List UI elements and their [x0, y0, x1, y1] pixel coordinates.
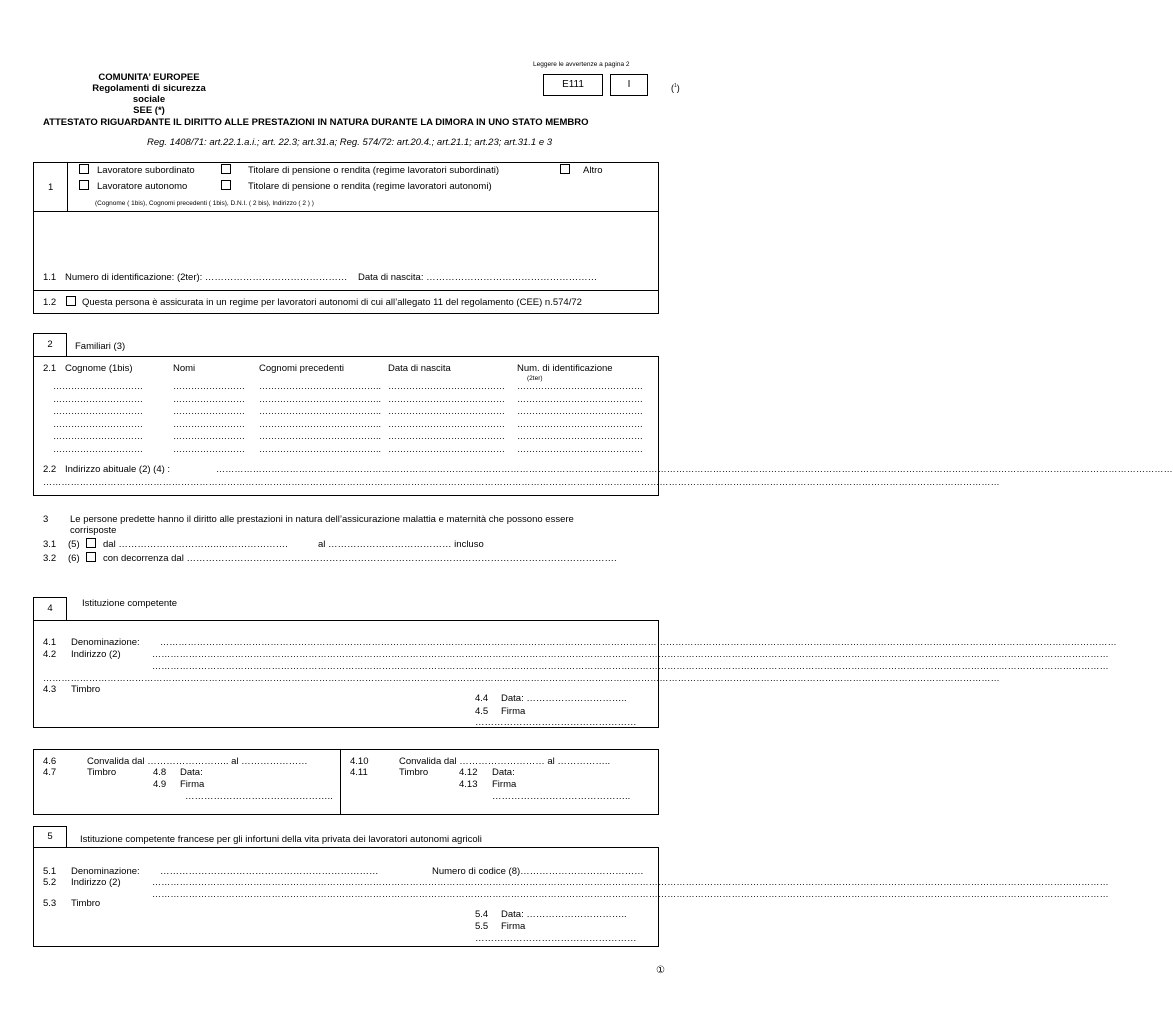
- r47-label: Timbro: [87, 767, 117, 778]
- r55-signature-line[interactable]: ……………………………………………: [475, 933, 637, 944]
- r48-label: Data:: [180, 767, 203, 778]
- section2-label: Familiari (3): [75, 341, 126, 352]
- family-row-5-col-5[interactable]: ……………………………………: [517, 431, 643, 441]
- family-row-3-col-3[interactable]: …………………………………..: [259, 406, 382, 416]
- family-row-3-col-5[interactable]: ……………………………………: [517, 406, 643, 416]
- r31-al: al ………………………………… incluso: [318, 539, 484, 550]
- r41-number: 4.1: [43, 637, 57, 648]
- section5-number-box: [33, 826, 67, 848]
- r44-number: 4.4: [475, 693, 489, 704]
- regulation-reference: Reg. 1408/71: art.22.1.a.i.; art. 22.3; art.31.a; Reg. 574/72: art.20.4.; art.21.1; art.23; art.31.1 e 3: [147, 137, 553, 148]
- r49-number: 4.9: [153, 779, 167, 790]
- r410-number: 4.10: [350, 756, 369, 767]
- family-row-1-col-1[interactable]: …………………………: [53, 381, 143, 391]
- col-cognomi-precedenti: Cognomi precedenti: [259, 363, 345, 374]
- r43-number: 4.3: [43, 684, 57, 695]
- label-subordinato: Lavoratore subordinato: [97, 165, 195, 176]
- family-row-2-col-1[interactable]: …………………………: [53, 393, 143, 404]
- col-cognome: Cognome (1bis): [65, 363, 133, 374]
- r45-number: 4.5: [475, 706, 489, 717]
- r52-dots-1[interactable]: ……………………………………………………………………………………………………………………………………………………………………………………………………………………………………………………………………………………: [152, 877, 1109, 887]
- country-code-box: [610, 74, 648, 96]
- r45-label: Firma: [501, 706, 526, 717]
- r51-label: Denominazione:: [71, 866, 140, 877]
- r52-dots-2[interactable]: ……………………………………………………………………………………………………………………………………………………………………………………………………………………………………………………………………………………: [152, 889, 1109, 899]
- r53-number: 5.3: [43, 898, 57, 909]
- family-row-1-col-3[interactable]: …………………………………..: [259, 381, 382, 391]
- country-code: I: [627, 79, 631, 90]
- r48-number: 4.8: [153, 767, 167, 778]
- r41-label: Denominazione:: [71, 637, 140, 648]
- section4-label: Istituzione competente: [82, 598, 178, 609]
- r412-number: 4.12: [459, 767, 478, 778]
- org-line1: COMUNITA’ EUROPEE: [98, 72, 200, 83]
- address-label: Indirizzo abituale (2) (4) :: [65, 464, 171, 475]
- family-row-6-col-2[interactable]: ……………………: [173, 443, 245, 454]
- r42-dots-3[interactable]: ……………………………………………………………………………………………………………………………………………………………………………………………………………………………………………………………………………………: [43, 673, 1000, 683]
- r46-number: 4.6: [43, 756, 57, 767]
- r43-label: Timbro: [71, 684, 101, 695]
- section2-number: 2: [47, 339, 53, 350]
- checkbox-dal[interactable]: [86, 538, 96, 548]
- checkbox-altro[interactable]: [560, 164, 570, 174]
- family-row-4-col-2[interactable]: ……………………: [173, 418, 245, 429]
- family-row-6-col-3[interactable]: …………………………………..: [259, 443, 382, 454]
- r51-number: 5.1: [43, 866, 57, 877]
- section4-number-box: [33, 597, 67, 621]
- section5-label: Istituzione competente francese per gli infortuni della vita privata dei lavoratori autonomi agricoli: [80, 834, 482, 845]
- r413-signature-line[interactable]: ……………………………………..: [492, 791, 631, 802]
- org-line3: SEE (*): [133, 105, 165, 116]
- section3-number: 3: [43, 514, 49, 525]
- r54-label: Data: …………………………..: [501, 909, 627, 920]
- r51-dots[interactable]: ……………………………………………………………: [160, 866, 379, 877]
- footnote-ref: ($^1$): [671, 83, 680, 93]
- r42-number: 4.2: [43, 649, 57, 660]
- label-altro: Altro: [583, 165, 603, 176]
- family-row-3-col-4[interactable]: …………………………………: [388, 406, 505, 416]
- family-row-5-col-2[interactable]: ……………………: [173, 431, 245, 441]
- checkbox-autonomo[interactable]: [79, 180, 89, 190]
- family-row-6-col-4[interactable]: …………………………………: [388, 443, 505, 454]
- section1-number: 1: [48, 182, 54, 193]
- col-data-nascita: Data di nascita: [388, 363, 451, 374]
- r32-number: 3.2: [43, 553, 57, 564]
- r47-number: 4.7: [43, 767, 57, 778]
- col-num-id-note: (2ter): [527, 375, 543, 382]
- family-row-3-col-2[interactable]: ……………………: [173, 406, 245, 416]
- document-title: ATTESTATO RIGUARDANTE IL DIRITTO ALLE PRESTAZIONI IN NATURA DURANTE LA DIMORA IN UNO STATO MEMBRO: [43, 117, 589, 128]
- section5-number: 5: [47, 831, 53, 842]
- org-line2: Regolamenti di sicurezza sociale: [92, 83, 206, 105]
- id-number-label: Numero di identificazione: (2ter): ………………………………………: [65, 272, 348, 283]
- family-row-5-col-3[interactable]: …………………………………..: [259, 431, 382, 441]
- family-row-6-col-1[interactable]: …………………………: [53, 443, 143, 454]
- r21-number: 2.1: [43, 363, 57, 374]
- r31-number: 3.1: [43, 539, 57, 550]
- r42-dots-2[interactable]: ……………………………………………………………………………………………………………………………………………………………………………………………………………………………………………………………………………………: [152, 661, 1109, 671]
- r31-note: (5): [68, 539, 80, 550]
- r31-dal: dal …………………………..………………….: [103, 539, 288, 550]
- label-pensione-aut: Titolare di pensione o rendita (regime lavoratori autonomi): [248, 181, 492, 192]
- r44-label: Data: …………………………..: [501, 693, 627, 704]
- checkbox-subordinato[interactable]: [79, 164, 89, 174]
- r412-label: Data:: [492, 767, 515, 778]
- r411-number: 4.11: [350, 767, 368, 778]
- r32-note: (6): [68, 553, 80, 564]
- family-row-1-col-5[interactable]: ……………………………………: [517, 381, 643, 391]
- family-row-6-col-5[interactable]: ……………………………………: [517, 443, 643, 454]
- r52-number: 5.2: [43, 877, 57, 888]
- family-row-4-col-1[interactable]: …………………………: [53, 418, 143, 429]
- family-row-5-col-1[interactable]: …………………………: [53, 431, 143, 441]
- family-row-2-col-2[interactable]: ……………………: [173, 393, 245, 404]
- family-row-4-col-4[interactable]: …………………………………: [388, 418, 505, 429]
- birth-date-label: Data di nascita: ………………………………………………: [358, 272, 598, 283]
- label-pensione-sub: Titolare di pensione o rendita (regime lavoratori subordinati): [248, 165, 499, 176]
- family-row-4-col-3[interactable]: …………………………………..: [259, 418, 382, 429]
- r55-number: 5.5: [475, 921, 489, 932]
- r55-label: Firma: [501, 921, 526, 932]
- section4-number: 4: [47, 603, 53, 614]
- form-code-box: [543, 74, 603, 96]
- r12-number: 1.2: [43, 297, 57, 308]
- family-row-2-col-5[interactable]: ……………………………………: [517, 393, 643, 404]
- r411-label: Timbro: [399, 767, 429, 778]
- r51-code: Numero di codice (8)…………………………………: [432, 866, 644, 877]
- r32-label: con decorrenza dal ……………………………………………………………………………………………………………………….: [103, 553, 617, 564]
- r12-label: Questa persona è assicurata in un regime per lavoratori autonomi di cui all’allegato 11 del regolamento (CEE) n.574/72: [82, 297, 582, 308]
- r42-label: Indirizzo (2): [71, 649, 121, 660]
- label-autonomo: Lavoratore autonomo: [97, 181, 188, 192]
- r46-label: Convalida dal …………………….. al …………………: [87, 756, 308, 767]
- r413-label: Firma: [492, 779, 517, 790]
- family-row-2-col-4[interactable]: …………………………………: [388, 393, 505, 404]
- form-code: E111: [562, 79, 584, 90]
- family-row-1-col-2[interactable]: ……………………: [173, 381, 245, 391]
- checkbox-decorrenza[interactable]: [86, 552, 96, 562]
- fields-caption: (Cognome ( 1bis), Cognomi precedenti ( 1bis), D.N.I. ( 2 bis), Indirizzo ( 2 ) ): [95, 200, 314, 207]
- r22-number: 2.2: [43, 464, 57, 475]
- org-header: [84, 72, 214, 116]
- family-row-5-col-4[interactable]: …………………………………: [388, 431, 505, 441]
- r413-number: 4.13: [459, 779, 478, 790]
- r49-signature-line[interactable]: ………………………………………..: [185, 791, 333, 802]
- family-row-3-col-1[interactable]: …………………………: [53, 406, 143, 416]
- family-row-4-col-5[interactable]: ……………………………………: [517, 418, 643, 429]
- checkbox-autonomi-allegato[interactable]: [66, 296, 76, 306]
- checkbox-pensione-aut[interactable]: [221, 180, 231, 190]
- r11-number: 1.1: [43, 272, 57, 283]
- checkbox-pensione-sub[interactable]: [221, 164, 231, 174]
- r45-signature-line[interactable]: ……………………………………………: [475, 717, 637, 728]
- address-dots-2[interactable]: ……………………………………………………………………………………………………………………………………………………………………………………………………………………………………………………………………………………: [43, 477, 1000, 487]
- r410-label: Convalida dal ……………………… al ……………..: [399, 756, 611, 767]
- col-nomi: Nomi: [173, 363, 196, 374]
- r42-dots-1[interactable]: ……………………………………………………………………………………………………………………………………………………………………………………………………………………………………………………………………………………: [152, 649, 1109, 659]
- r49-label: Firma: [180, 779, 205, 790]
- warning-note: Leggere le avvertenze a pagina 2: [533, 61, 630, 68]
- family-row-1-col-4[interactable]: …………………………………: [388, 381, 505, 391]
- r53-label: Timbro: [71, 898, 101, 909]
- address-dots-1[interactable]: ……………………………………………………………………………………………………………………………………………………………………………………………………………………………………………………………………………………: [216, 464, 1173, 474]
- r41-dots[interactable]: ……………………………………………………………………………………………………………………………………………………………………………………………………………………………………………………………………………………: [160, 637, 1117, 647]
- col-num-id: Num. di identificazione: [517, 363, 613, 374]
- section3-text: Le persone predette hanno il diritto alle prestazioni in natura dell’assicurazione malattia e maternità che possono essere corrisposte: [70, 514, 574, 536]
- section2-number-box: [33, 333, 67, 357]
- page-marker: ①: [656, 965, 665, 976]
- family-row-2-col-3[interactable]: …………………………………..: [259, 393, 382, 404]
- r52-label: Indirizzo (2): [71, 877, 121, 888]
- r54-number: 5.4: [475, 909, 489, 920]
